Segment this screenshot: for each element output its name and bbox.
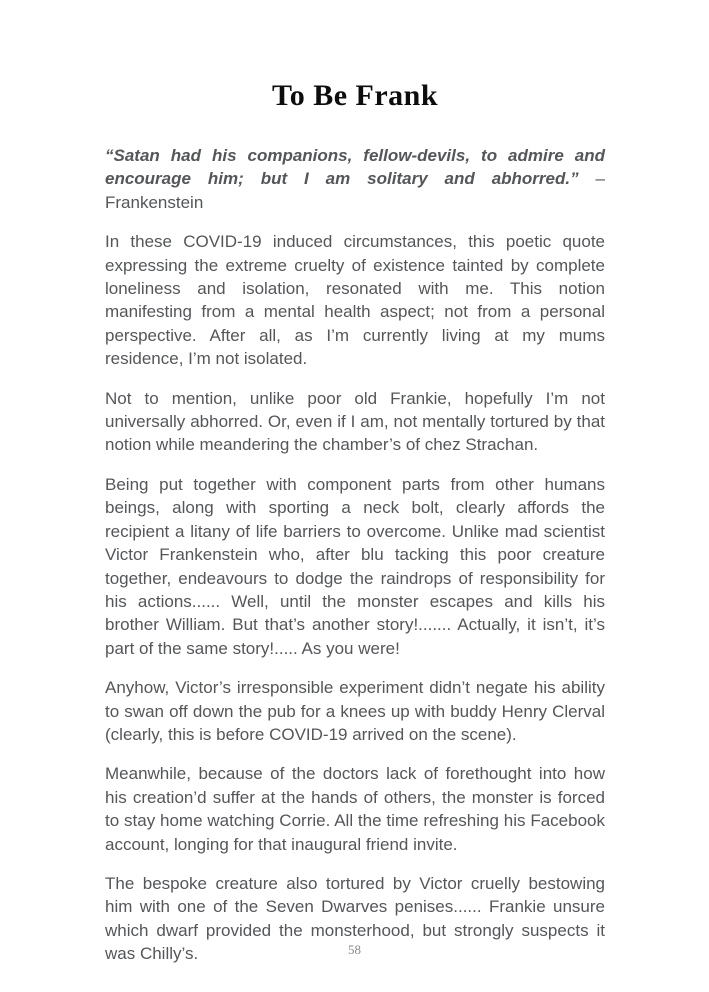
body-paragraph: The bespoke creature also tortured by Victor cruelly bestowing him with one of the Seven Dwarves penises...... Frankie unsure which dwarf provided the monsterhood, but strongly suspects it was Chilly’s. (105, 873, 605, 964)
body-paragraph: Being put together with component parts from other humans beings, along with sporting a neck bolt, clearly affords the recipient a litany of life barriers to overcome. Unlike mad scientist Victor Frankenstein who, after blu tacking this poor creature together, endeavours to dodge the raindrops of responsibility for his actions...... Well, until the monster escapes and kills his brother William. But that’s another story!....... Actually, it isn’t, it’s part of the same story!..... As you were! (105, 474, 605, 658)
body-paragraph: Anyhow, Victor’s irresponsible experiment didn’t negate his ability to swan off down the pub for a knees up with buddy Henry Clerval (clearly, this is before COVID-19 arrived on the scene). (105, 678, 605, 744)
page-number: 58 (348, 942, 361, 957)
epigraph-quote-text: “Satan had his companions, fellow-devils, to admire and encourage him; but I am solitary and abhorred.” (105, 146, 605, 189)
epigraph (105, 144, 605, 214)
page-title: To Be Frank (271, 79, 439, 112)
epigraph-quote-attribution: – Frankenstein (105, 169, 605, 212)
body-paragraph: Meanwhile, because of the doctors lack of forethought into how his creation’d suffer at the hands of others, the monster is forced to stay home watching Corrie. All the time refreshing his Facebook account, longing for that inaugural friend invite. (105, 764, 605, 854)
body-paragraph: In these COVID-19 induced circumstances, this poetic quote expressing the extreme cruelty of existence tainted by complete loneliness and isolation, resonated with me. This notion manifesting from a mental health aspect; not from a personal perspective. After all, as I’m currently living at my mums residence, I’m not isolated. (105, 232, 605, 369)
body-paragraph: Not to mention, unlike poor old Frankie, hopefully I’m not universally abhorred. Or, even if I am, not mentally tortured by that notion while meandering the chamber’s of chez Strachan. (105, 388, 605, 455)
